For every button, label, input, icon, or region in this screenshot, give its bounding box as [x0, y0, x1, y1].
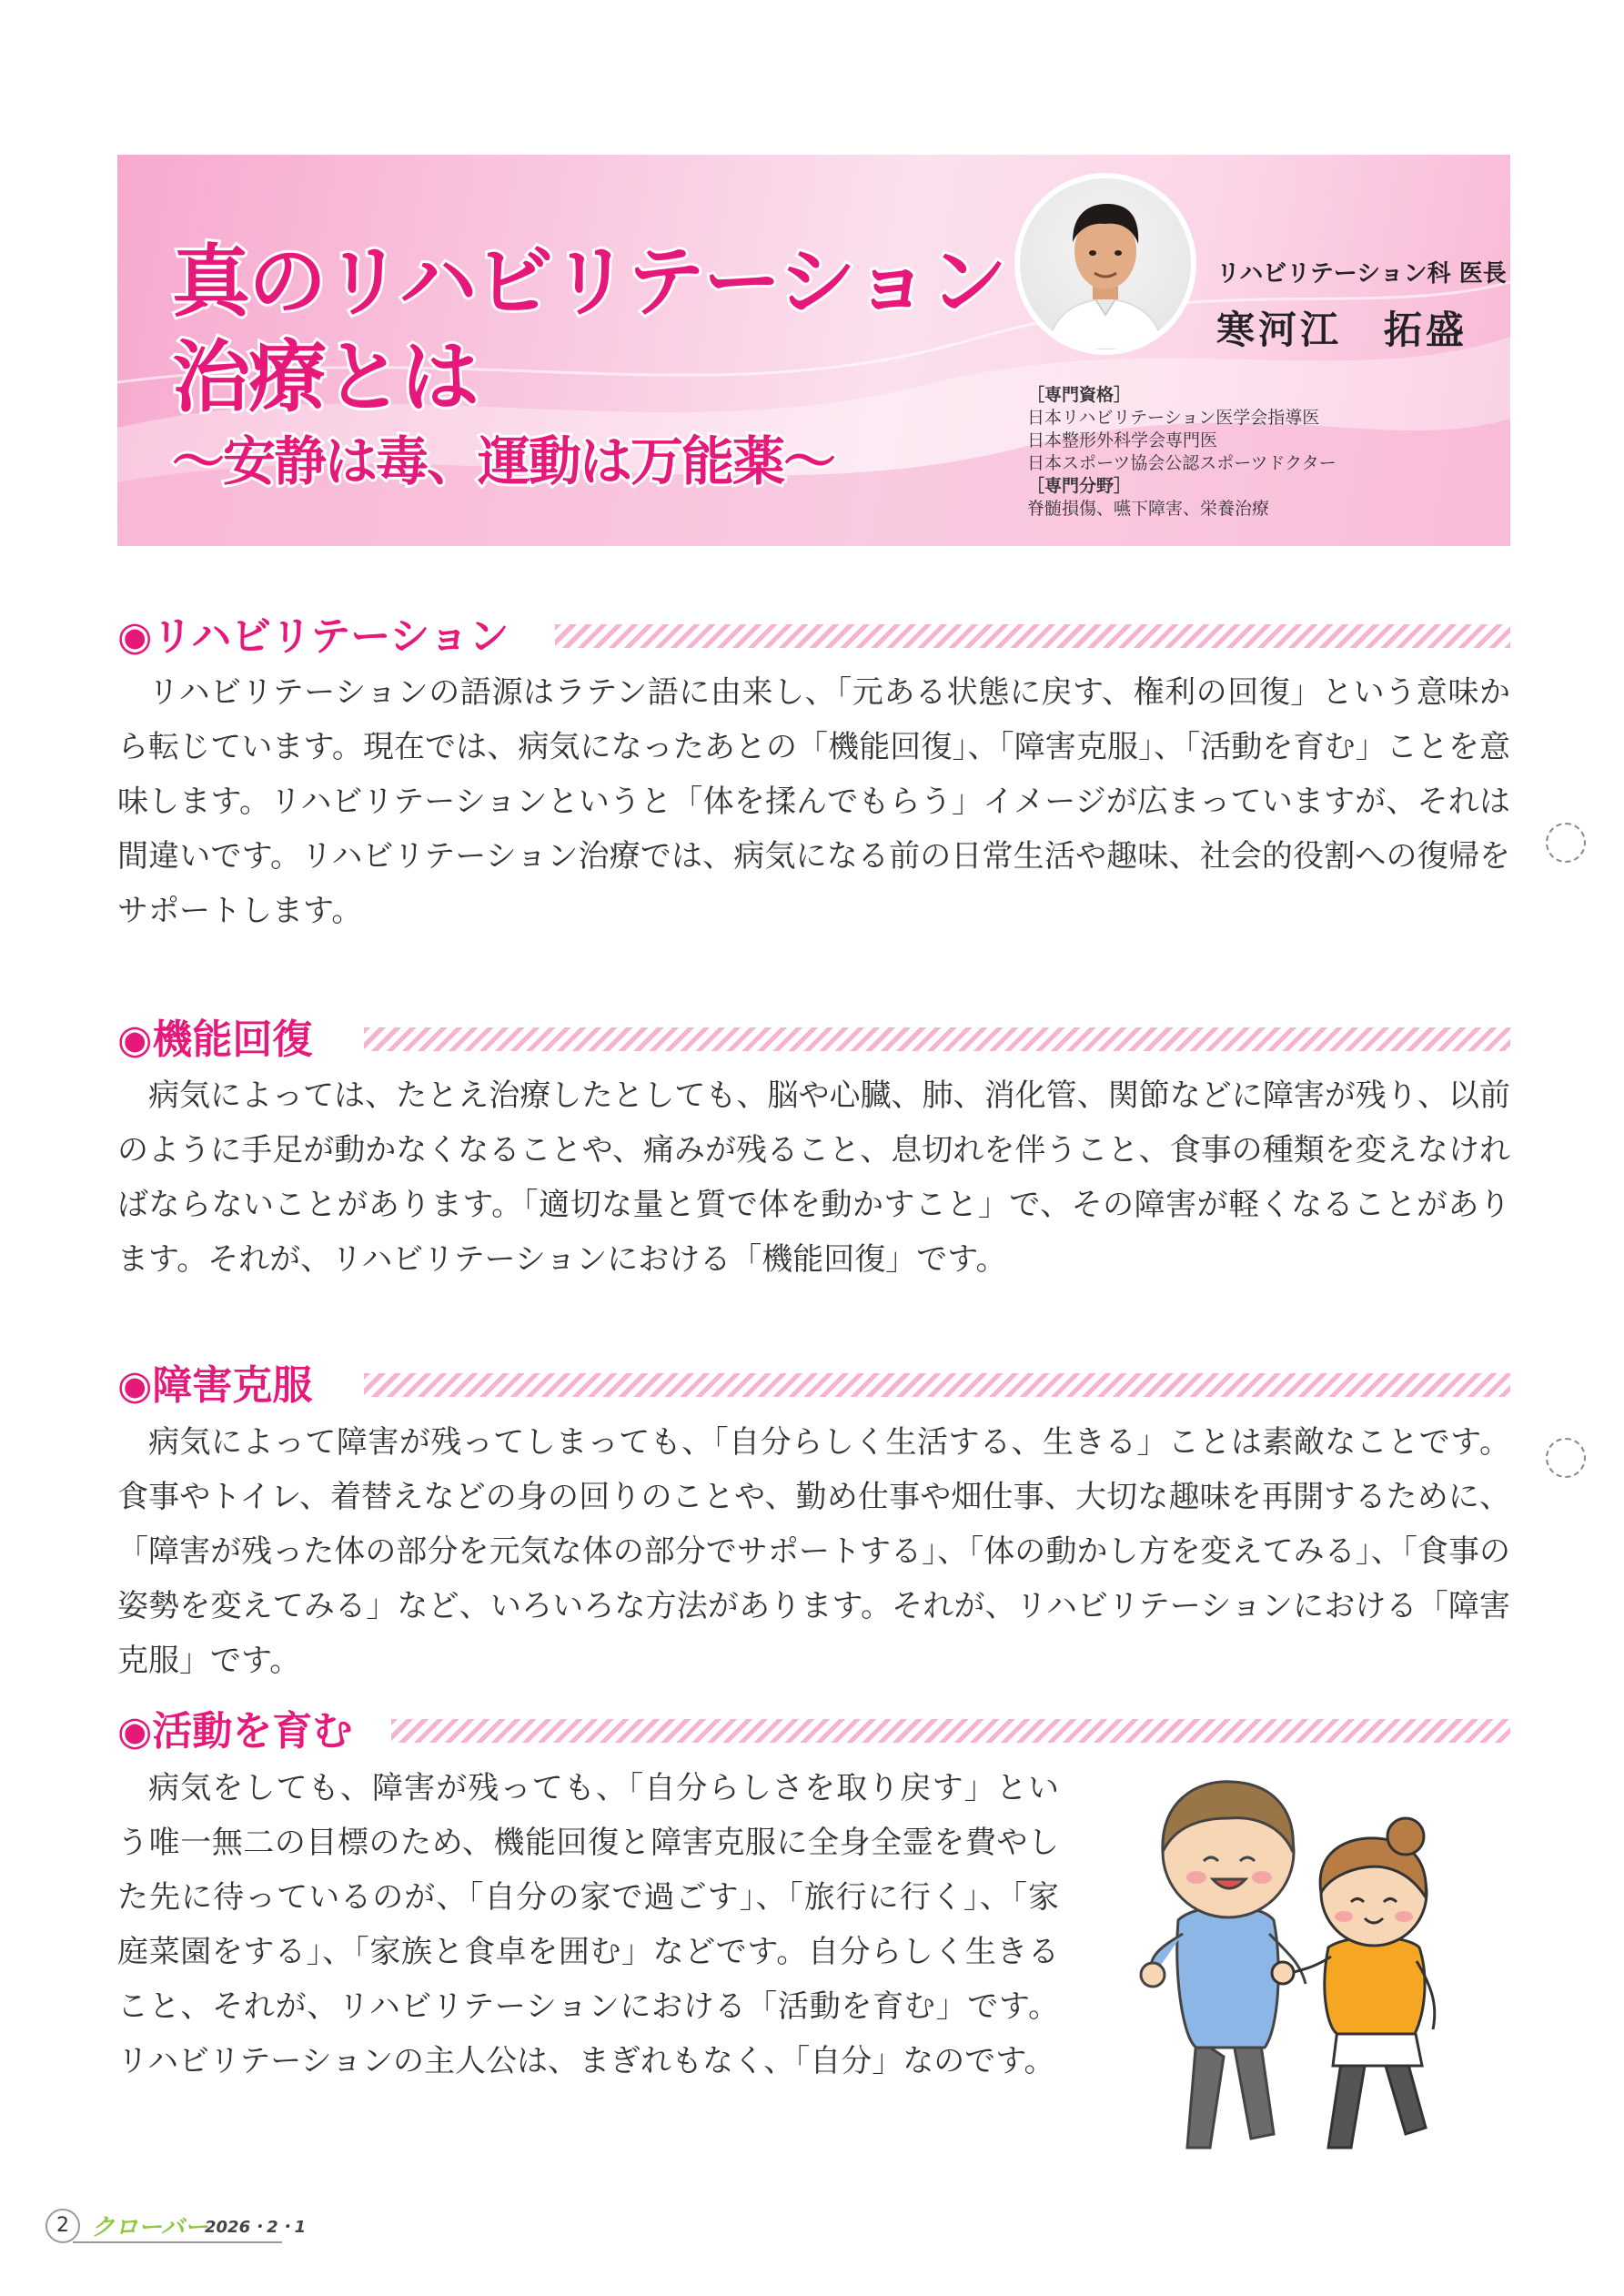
fields-list: 脊髄損傷、嚥下障害、栄養治療	[1027, 499, 1270, 519]
article-title-line1: 真のリハビリテーション	[172, 237, 1006, 328]
heading-stripe-decoration	[555, 624, 1510, 648]
article-header	[117, 155, 1510, 546]
qualification-item: 日本リハビリテーション医学会指導医	[1027, 408, 1320, 428]
qualification-item: 日本スポーツ協会公認スポーツドクター	[1027, 453, 1337, 473]
section-body-rehabilitation: リハビリテーションの語源はラテン語に由来し、「元ある状態に戻す、権利の回復」という意味から転じています。現在では、病気になったあとの「機能回復」、「障害克服」、「活動を育む」ことを意味します。リハビリテーションというと「体を揉んでもらう」イメージが広まっていますが、それは間違いです。リハビリテーション治療では、病気になる前の日常生活や趣味、社会的役割への復帰をサポートします。	[117, 674, 1510, 929]
article-subtitle: ～安静は毒、運動は万能薬～	[172, 430, 835, 492]
section-title: ◉活動を育む	[117, 1706, 370, 1757]
heading-stripe-decoration	[364, 1027, 1510, 1051]
binder-hole-icon	[1546, 823, 1586, 863]
publication-brand: クローバー	[91, 2214, 208, 2241]
doctor-portrait	[1014, 173, 1196, 355]
section-body-nurturing-activity: 病気をしても、障害が残っても、「自分らしさを取り戻す」という唯一無二の目標のため、機能回復と障害克服に全身全霊を費やした先に待っているのが、「自分の家で過ごす」、「旅行に行く」、「家庭菜園をする」、「家族と食卓を囲む」などです。自分らしく生きること、それが、リハビリテーションにおける「活動を育む」です。リハビリテーションの主人公は、まぎれもなく、「自分」なのです。	[117, 1770, 1059, 2079]
section-heading-nurturing-activity	[117, 1706, 1510, 1757]
binder-hole-icon	[1546, 1438, 1586, 1478]
section-title: ◉機能回復	[117, 1015, 330, 1066]
section-body-overcoming-disability: 病気によって障害が残ってしまっても、「自分らしく生活する、生きる」ことは素敵なことです。食事やトイレ、着替えなどの身の回りのことや、勤め仕事や畑仕事、大切な趣味を再開するために、「障害が残った体の部分を元気な体の部分でサポートする」、「体の動かし方を変えてみる」、「食事の姿勢を変えてみる」など、いろいろな方法があります。それが、リハビリテーションにおける「障害克服」です。	[117, 1424, 1510, 1679]
qualification-item: 日本整形外科学会専門医	[1027, 430, 1218, 450]
qualifications-heading: ［専門資格］	[1027, 385, 1132, 405]
section-heading-function-recovery	[117, 1015, 1510, 1066]
article-title-line2: 治療とは	[172, 332, 478, 423]
doctor-name: 寒河江 拓盛	[1216, 308, 1468, 352]
heading-stripe-decoration	[391, 1719, 1510, 1743]
page-footer	[36, 2207, 307, 2243]
section-body-function-recovery: 病気によっては、たとえ治療したとしても、脳や心臓、肺、消化管、関節などに障害が残り、以前のように手足が動かなくなることや、痛みが残ること、息切れを伴うこと、食事の種類を変えなければならないことがあります。「適切な量と質で体を動かすこと」で、その障害が軽くなることがあります。それが、リハビリテーションにおける「機能回復」です。	[117, 1077, 1510, 1278]
section-title: ◉障害克服	[117, 1360, 330, 1411]
doctor-department: リハビリテーション科 医長	[1216, 260, 1507, 288]
fields-heading: ［専門分野］	[1027, 476, 1132, 496]
walking-couple-illustration	[1133, 1765, 1460, 2166]
heading-stripe-decoration	[364, 1373, 1510, 1397]
page-number: 2	[45, 2209, 80, 2243]
section-heading-rehabilitation	[117, 612, 1510, 663]
publication-date: 2026・2・1	[205, 2218, 307, 2237]
section-heading-overcoming-disability	[117, 1360, 1510, 1411]
doctor-credentials	[1027, 384, 1337, 521]
section-title: ◉リハビリテーション	[117, 612, 527, 663]
